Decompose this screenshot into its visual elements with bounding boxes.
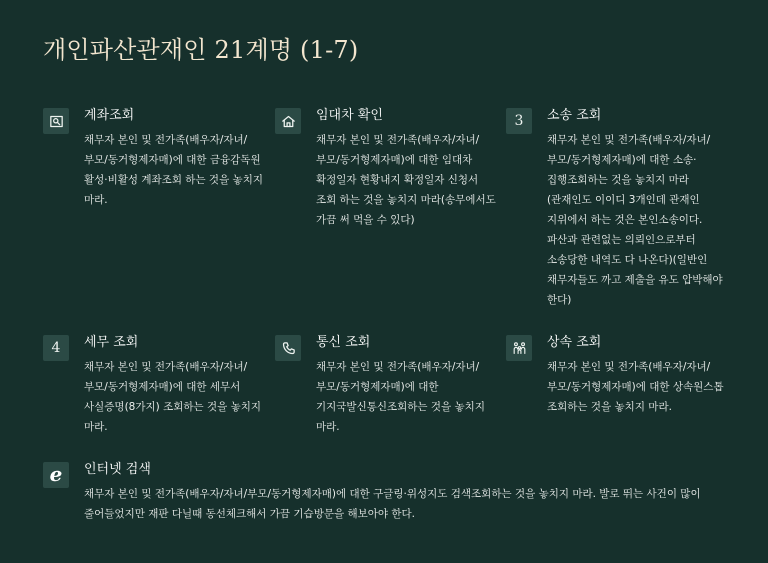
item-title: 세무 조회 <box>84 335 139 350</box>
page-title: 개인파산관재인 21계명 (1-7) <box>43 36 359 64</box>
item-description: 채무자 본인 및 전가족(배우자/자녀/부모/동거형제자매)에 대한 임대차 확정일자 현황내지 확정일자 신청서 조회 하는 것을 놓치지 마라(송무에서도 가끔 써 먹을 수 있다) <box>316 134 496 226</box>
item-title: 소송 조회 <box>547 108 602 123</box>
phone-icon <box>275 335 301 361</box>
internet-explorer-icon <box>43 462 69 488</box>
item-title: 상속 조회 <box>547 335 602 350</box>
internet-explorer-logo: e <box>49 462 63 486</box>
family-icon <box>506 335 532 361</box>
item-description: 채무자 본인 및 전가족(배우자/자녀/부모/동거형제자매)에 대한 세무서 사실증명(8가지) 조회하는 것을 놓치지 마라. <box>84 361 262 433</box>
home-icon <box>275 108 301 134</box>
item-description: 채무자 본인 및 전가족(배우자/자녀/부모/동거형제자매)에 대한 기지국발신통신조회하는 것을 놓치지 마라. <box>316 361 485 433</box>
item-title: 인터넷 검색 <box>84 462 151 477</box>
search-document-icon <box>43 108 69 134</box>
item-description: 채무자 본인 및 전가족(배우자/자녀/부모/동거형제자매)에 대한 금융감독원 활성·비활성 계좌조회 하는 것을 놓치지 마라. <box>84 134 263 206</box>
item-description: 채무자 본인 및 전가족(배우자/자녀/부모/동거형제자매)에 대한 상속원스톱 조회하는 것을 놓치지 마라. <box>547 361 724 413</box>
number-3-icon: 3 <box>506 108 532 134</box>
item-title: 임대차 확인 <box>316 108 383 123</box>
item-title: 계좌조회 <box>84 108 135 123</box>
item-description: 채무자 본인 및 전가족(배우자/자녀/부모/동거형제자매)에 대한 소송·집행조회하는 것을 놓치지 마라(관재인도 이이디 3개인데 관재인 지위에서 하는 것은 본인소송이다. 파산과 관련없는 의뢰인으로부터 소송당한 내역도 다 나온다)(일반인 채무자들도 까고 제출을 유도 압박해야 한다) <box>547 134 723 306</box>
number-4-icon: 4 <box>43 335 69 361</box>
item-description: 채무자 본인 및 전가족(배우자/자녀/부모/동거형제자매)에 대한 구글링·위성지도 검색조회하는 것을 놓치지 마라. 발로 뛰는 사건이 많이 줄어들었지만 재판 다닐때 동선체크해서 가끔 기습방문을 해보아야 한다. <box>84 488 701 520</box>
item-title: 통신 조회 <box>316 335 371 350</box>
